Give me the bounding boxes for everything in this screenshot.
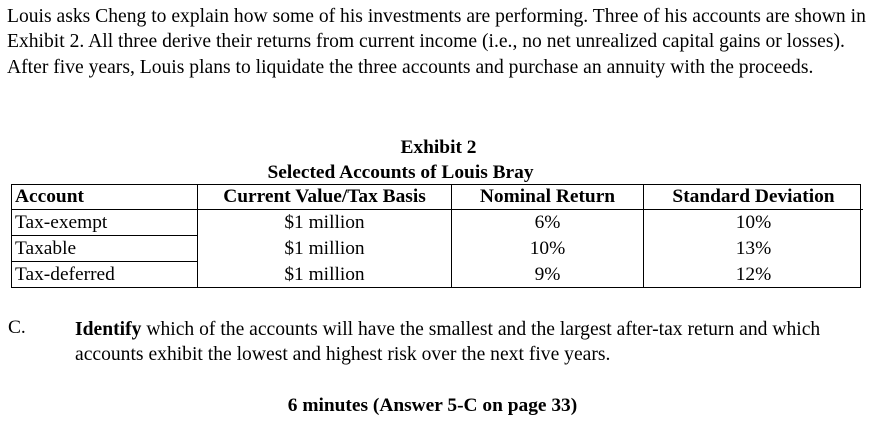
cell-value: $1 million — [198, 236, 452, 262]
question-keyword: Identify — [75, 319, 142, 340]
header-account: Account — [11, 184, 198, 210]
accounts-table — [11, 184, 863, 288]
cell-value: $1 million — [198, 210, 452, 236]
table-header-row — [11, 184, 863, 210]
cell-return: 9% — [452, 262, 644, 288]
exhibit-title-text: Selected Accounts of Louis Bray — [267, 162, 534, 183]
table-row — [11, 262, 863, 288]
cell-account: Taxable — [11, 236, 198, 262]
cell-stdev: 12% — [735, 263, 772, 285]
header-current-value: Current Value/Tax Basis — [198, 184, 452, 210]
cell-stdev: 10% — [735, 211, 772, 233]
cell-value: $1 million — [198, 262, 452, 288]
cell-account: Tax-exempt — [11, 210, 198, 236]
cell-stdev: 13% — [735, 237, 772, 259]
time-footer — [0, 395, 877, 417]
cell-return: 6% — [452, 210, 644, 236]
exhibit-title — [0, 162, 877, 184]
cell-account: Tax-deferred — [11, 262, 198, 288]
header-standard-deviation: Standard Deviation — [644, 184, 864, 210]
time-footer-text: 6 minutes (Answer 5-C on page 33) — [287, 395, 578, 416]
intro-paragraph: Louis asks Cheng to explain how some of his investments are performing. Three of his accounts are shown in Exhibit 2. All three derive their returns from current income (i.e., no net unrealized capital gains or losses). After five years, Louis plans to liquidate the three accounts and purchase an annuity with the proceeds. — [7, 6, 866, 78]
question-text — [75, 317, 870, 368]
table-row — [11, 210, 863, 236]
table-row — [11, 236, 863, 262]
question-letter: C. — [8, 317, 26, 338]
header-nominal-return: Nominal Return — [452, 184, 644, 210]
exhibit-number: Exhibit 2 — [400, 137, 477, 158]
question-body: which of the accounts will have the smallest and the largest after-tax return and which accounts exhibit the lowest and highest risk over the next five years. — [75, 319, 821, 366]
cell-return: 10% — [452, 236, 644, 262]
